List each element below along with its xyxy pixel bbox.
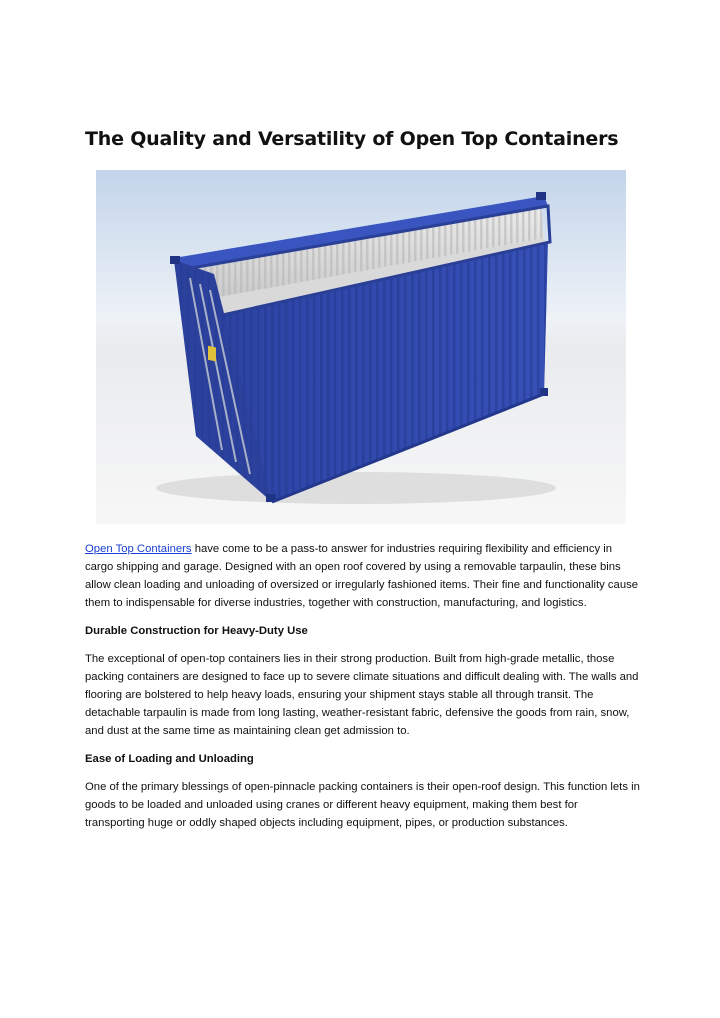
- open-top-container-image: [96, 170, 626, 524]
- article-body: [85, 540, 640, 842]
- open-top-containers-link[interactable]: Open Top Containers: [85, 543, 192, 555]
- section-body: One of the primary blessings of open-pinnacle packing containers is their open-roof design. This function lets in goods to be loaded and unloaded using cranes or different heavy equipment, making them best for transporting huge or oddly shaped objects including equipment, pipes, or production substances.: [85, 781, 640, 829]
- section-heading: Ease of Loading and Unloading: [85, 753, 254, 765]
- section-body: The exceptional of open-top containers lies in their strong production. Built from high-grade metallic, those packing containers are designed to face up to severe climate situations and difficult dealing with. The walls and flooring are bolstered to help heavy loads, ensuring your shipment stays stable all through transit. The detachable tarpaulin is made from long lasting, weather-resistant fabric, defensive the goods from rain, snow, and dust at the same time as maintaining clean get admission to.: [85, 653, 639, 737]
- page-title: The Quality and Versatility of Open Top Containers: [85, 128, 619, 150]
- intro-paragraph: [85, 540, 640, 612]
- section-heading: Durable Construction for Heavy-Duty Use: [85, 625, 308, 637]
- intro-text: have come to be a pass-to answer for industries requiring flexibility and efficiency in cargo shipping and garage. Designed with an open roof covered by using a removable tarpaulin, these bins allow clean loading and unloading of oversized or irregularly fashioned items. Their fine and functionality cause them to indispensable for diverse industries, together with construction, manufacturing, and logistics.: [85, 543, 639, 609]
